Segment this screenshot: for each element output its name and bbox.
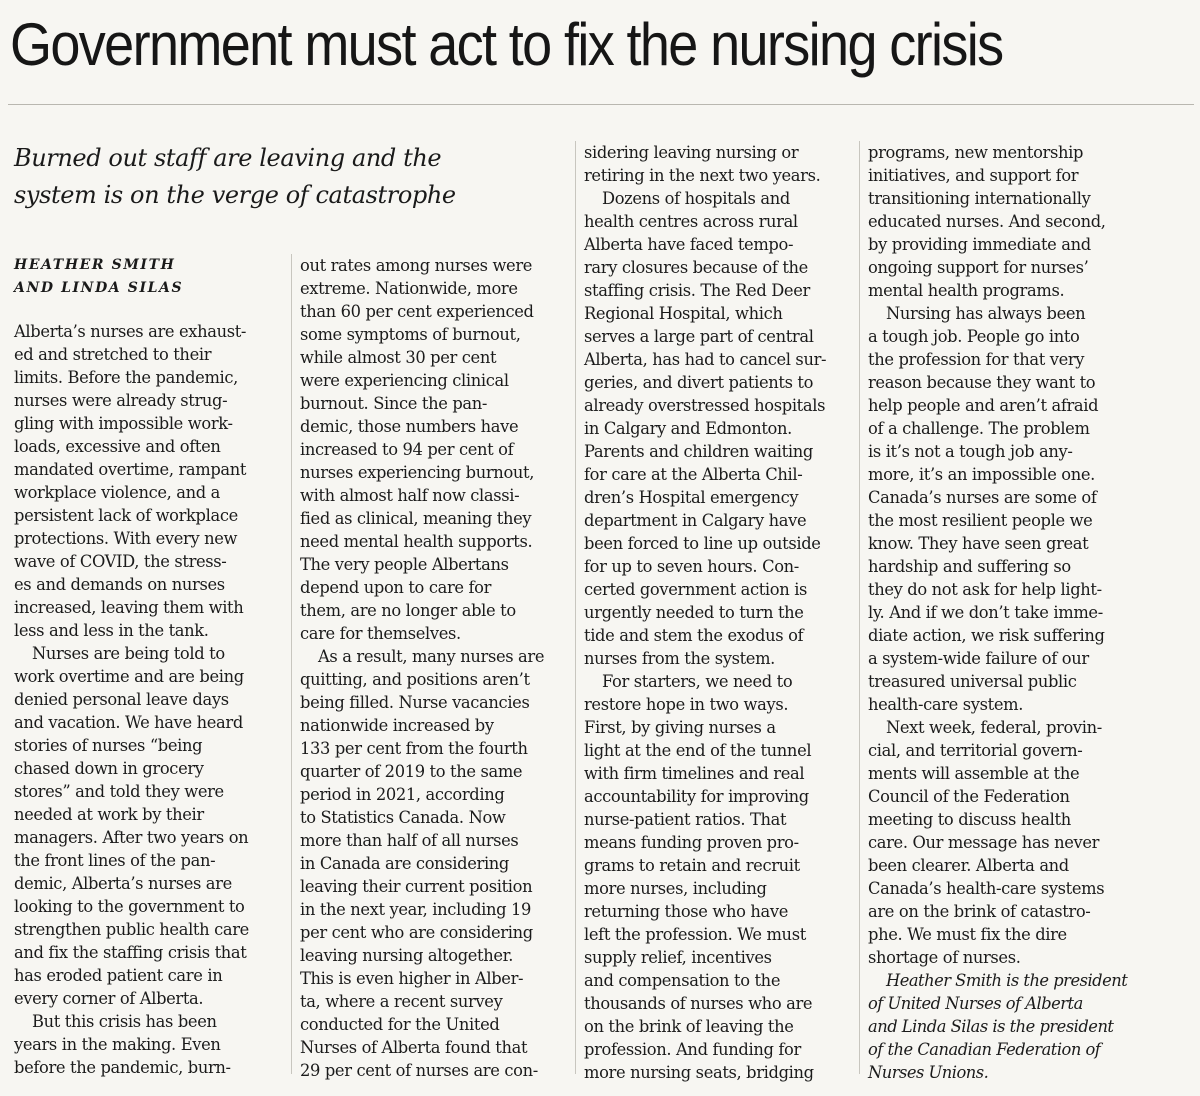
text-line: ed and stretched to their — [14, 345, 212, 364]
text-line: years in the making. Even — [14, 1035, 221, 1054]
text-line: nationwide increased by — [300, 716, 494, 735]
text-line: health-care system. — [868, 695, 1024, 714]
text-line: dren’s Hospital emergency — [584, 488, 799, 507]
text-line: more, it’s an impossible one. — [868, 465, 1096, 484]
text-line: with firm timelines and real — [584, 764, 805, 783]
text-line: are on the brink of catastro- — [868, 902, 1091, 921]
text-line: initiatives, and support for — [868, 166, 1079, 185]
text-line: educated nurses. And second, — [868, 212, 1106, 231]
text-line: Council of the Federation — [868, 787, 1070, 806]
text-line: workplace violence, and a — [14, 483, 221, 502]
text-line: help people and aren’t afraid — [868, 396, 1099, 415]
text-line: For starters, we need to — [602, 672, 793, 691]
text-line: stores” and told they were — [14, 782, 224, 801]
text-line: on the brink of leaving the — [584, 1017, 794, 1036]
deck — [14, 140, 559, 214]
text-line: and vacation. We have heard — [14, 713, 243, 732]
article-column-4 — [868, 141, 1158, 1084]
text-line: than 60 per cent experienced — [300, 302, 534, 321]
text-line: Nursing has always been — [886, 304, 1086, 323]
text-line: nurses experiencing burnout, — [300, 463, 535, 482]
text-line: Alberta’s nurses are exhaust- — [14, 322, 247, 341]
text-line: a tough job. People go into — [868, 327, 1080, 346]
text-line: chased down in grocery — [14, 759, 204, 778]
text-line: of a challenge. The problem — [868, 419, 1090, 438]
text-line: health centres across rural — [584, 212, 798, 231]
text-line: know. They have seen great — [868, 534, 1089, 553]
text-line: treasured universal public — [868, 672, 1077, 691]
column-rule — [575, 141, 576, 1074]
text-line: light at the end of the tunnel — [584, 741, 812, 760]
text-line: ongoing support for nurses’ — [868, 258, 1089, 277]
text-line: more than half of all nurses — [300, 831, 519, 850]
text-line: more nurses, including — [584, 879, 767, 898]
article-column-2 — [300, 254, 572, 1082]
text-line: nurses from the system. — [584, 649, 775, 668]
article-column-3 — [584, 141, 856, 1084]
text-line: every corner of Alberta. — [14, 989, 204, 1008]
text-line: burnout. Since the pan- — [300, 394, 488, 413]
byline-line: AND LINDA SILAS — [14, 280, 184, 296]
text-line: has eroded patient care in — [14, 966, 223, 985]
text-line: in Calgary and Edmonton. — [584, 419, 792, 438]
text-line: accountability for improving — [584, 787, 809, 806]
text-line: The very people Albertans — [300, 555, 509, 574]
text-line: Regional Hospital, which — [584, 304, 783, 323]
text-line: per cent who are considering — [300, 923, 533, 942]
text-line: some symptoms of burnout, — [300, 325, 521, 344]
column-rule — [291, 254, 292, 1074]
text-line: with almost half now classi- — [300, 486, 520, 505]
text-line: leaving their current position — [300, 877, 533, 896]
text-line: But this crisis has been — [32, 1012, 217, 1031]
text-line: meeting to discuss health — [868, 810, 1071, 829]
text-line: sidering leaving nursing or — [584, 143, 799, 162]
author-note-line: of United Nurses of Alberta — [868, 994, 1083, 1013]
text-line: reason because they want to — [868, 373, 1096, 392]
text-line: ta, where a recent survey — [300, 992, 503, 1011]
text-line: Alberta have faced tempo- — [584, 235, 794, 254]
text-line: Canada’s health-care systems — [868, 879, 1105, 898]
author-note-line: of the Canadian Federation of — [868, 1040, 1101, 1059]
text-line: ly. And if we don’t take imme- — [868, 603, 1103, 622]
text-line: protections. With every new — [14, 529, 238, 548]
byline — [14, 254, 284, 300]
text-line: care for themselves. — [300, 624, 461, 643]
text-line: transitioning internationally — [868, 189, 1091, 208]
text-line: fied as clinical, meaning they — [300, 509, 532, 528]
text-line: in the next year, including 19 — [300, 900, 532, 919]
text-line: tide and stem the exodus of — [584, 626, 804, 645]
text-line: less and less in the tank. — [14, 621, 209, 640]
text-line: cial, and territorial govern- — [868, 741, 1083, 760]
text-line: nurse-patient ratios. That — [584, 810, 787, 829]
text-line: the profession for that very — [868, 350, 1085, 369]
text-line: the front lines of the pan- — [14, 851, 216, 870]
text-line: been forced to line up outside — [584, 534, 821, 553]
text-line: Parents and children waiting — [584, 442, 813, 461]
text-line: grams to retain and recruit — [584, 856, 800, 875]
text-line: for care at the Alberta Chil- — [584, 465, 803, 484]
text-line: limits. Before the pandemic, — [14, 368, 238, 387]
text-line: department in Calgary have — [584, 511, 807, 530]
text-line: to Statistics Canada. Now — [300, 808, 506, 827]
text-line: gling with impossible work- — [14, 414, 233, 433]
author-note-line: Heather Smith is the president — [886, 971, 1128, 990]
text-line: denied personal leave days — [14, 690, 229, 709]
text-line: extreme. Nationwide, more — [300, 279, 518, 298]
author-note-line: Nurses Unions. — [868, 1063, 989, 1082]
text-line: staffing crisis. The Red Deer — [584, 281, 810, 300]
text-line: profession. And funding for — [584, 1040, 801, 1059]
text-line: Nurses are being told to — [32, 644, 225, 663]
text-line: serves a large part of central — [584, 327, 814, 346]
text-line: increased, leaving them with — [14, 598, 244, 617]
text-line: Dozens of hospitals and — [602, 189, 790, 208]
text-line: means funding proven pro- — [584, 833, 799, 852]
text-line: out rates among nurses were — [300, 256, 533, 275]
text-line: quarter of 2019 to the same — [300, 762, 523, 781]
text-line: This is even higher in Alber- — [300, 969, 524, 988]
text-line: they do not ask for help light- — [868, 580, 1102, 599]
text-line: demic, those numbers have — [300, 417, 519, 436]
headline-rule — [8, 104, 1194, 105]
byline-line: HEATHER SMITH — [14, 257, 176, 273]
deck-line: system is on the verge of catastrophe — [14, 181, 456, 209]
text-line: mandated overtime, rampant — [14, 460, 247, 479]
text-line: persistent lack of workplace — [14, 506, 238, 525]
text-line: needed at work by their — [14, 805, 204, 824]
text-line: rary closures because of the — [584, 258, 808, 277]
text-line: hardship and suffering so — [868, 557, 1071, 576]
text-line: demic, Alberta’s nurses are — [14, 874, 232, 893]
text-line: in Canada are considering — [300, 854, 510, 873]
text-line: nurses were already strug- — [14, 391, 228, 410]
text-line: looking to the government to — [14, 897, 245, 916]
text-line: First, by giving nurses a — [584, 718, 776, 737]
text-line: diate action, we risk suffering — [868, 626, 1105, 645]
text-line: retiring in the next two years. — [584, 166, 821, 185]
text-line: Alberta, has had to cancel sur- — [584, 350, 827, 369]
text-line: already overstressed hospitals — [584, 396, 826, 415]
text-line: Nurses of Alberta found that — [300, 1038, 528, 1057]
text-line: Next week, federal, provin- — [886, 718, 1102, 737]
text-line: supply relief, incentives — [584, 948, 772, 967]
text-line: by providing immediate and — [868, 235, 1091, 254]
text-line: leaving nursing altogether. — [300, 946, 514, 965]
article-column-1 — [14, 320, 284, 1079]
text-line: ments will assemble at the — [868, 764, 1080, 783]
text-line: managers. After two years on — [14, 828, 249, 847]
text-line: thousands of nurses who are — [584, 994, 813, 1013]
text-line: geries, and divert patients to — [584, 373, 814, 392]
text-line: care. Our message has never — [868, 833, 1100, 852]
text-line: left the profession. We must — [584, 925, 806, 944]
text-line: them, are no longer able to — [300, 601, 516, 620]
column-rule — [859, 141, 860, 1074]
text-line: programs, new mentorship — [868, 143, 1084, 162]
text-line: phe. We must fix the dire — [868, 925, 1067, 944]
text-line: stories of nurses “being — [14, 736, 203, 755]
text-line: work overtime and are being — [14, 667, 244, 686]
text-line: conducted for the United — [300, 1015, 500, 1034]
text-line: quitting, and positions aren’t — [300, 670, 530, 689]
text-line: Canada’s nurses are some of — [868, 488, 1097, 507]
headline: Government must act to fix the nursing crisis — [10, 11, 1003, 78]
text-line: wave of COVID, the stress- — [14, 552, 227, 571]
text-line: depend upon to care for — [300, 578, 492, 597]
text-line: As a result, many nurses are — [318, 647, 545, 666]
text-line: and fix the staffing crisis that — [14, 943, 247, 962]
text-line: while almost 30 per cent — [300, 348, 497, 367]
text-line: been clearer. Alberta and — [868, 856, 1069, 875]
text-line: is it’s not a tough job any- — [868, 442, 1073, 461]
text-line: 29 per cent of nurses are con- — [300, 1061, 538, 1080]
text-line: 133 per cent from the fourth — [300, 739, 528, 758]
text-line: shortage of nurses. — [868, 948, 1021, 967]
text-line: period in 2021, according — [300, 785, 505, 804]
text-line: loads, excessive and often — [14, 437, 221, 456]
text-line: returning those who have — [584, 902, 789, 921]
text-line: need mental health supports. — [300, 532, 533, 551]
text-line: before the pandemic, burn- — [14, 1058, 231, 1077]
author-note-line: and Linda Silas is the president — [868, 1017, 1114, 1036]
text-line: and compensation to the — [584, 971, 781, 990]
text-line: increased to 94 per cent of — [300, 440, 514, 459]
text-line: the most resilient people we — [868, 511, 1093, 530]
deck-line: Burned out staff are leaving and the — [14, 144, 442, 172]
text-line: certed government action is — [584, 580, 808, 599]
text-line: mental health programs. — [868, 281, 1065, 300]
text-line: urgently needed to turn the — [584, 603, 804, 622]
text-line: es and demands on nurses — [14, 575, 225, 594]
text-line: being filled. Nurse vacancies — [300, 693, 530, 712]
text-line: restore hope in two ways. — [584, 695, 789, 714]
text-line: more nursing seats, bridging — [584, 1063, 814, 1082]
text-line: strengthen public health care — [14, 920, 249, 939]
text-line: a system-wide failure of our — [868, 649, 1089, 668]
text-line: for up to seven hours. Con- — [584, 557, 799, 576]
text-line: were experiencing clinical — [300, 371, 509, 390]
